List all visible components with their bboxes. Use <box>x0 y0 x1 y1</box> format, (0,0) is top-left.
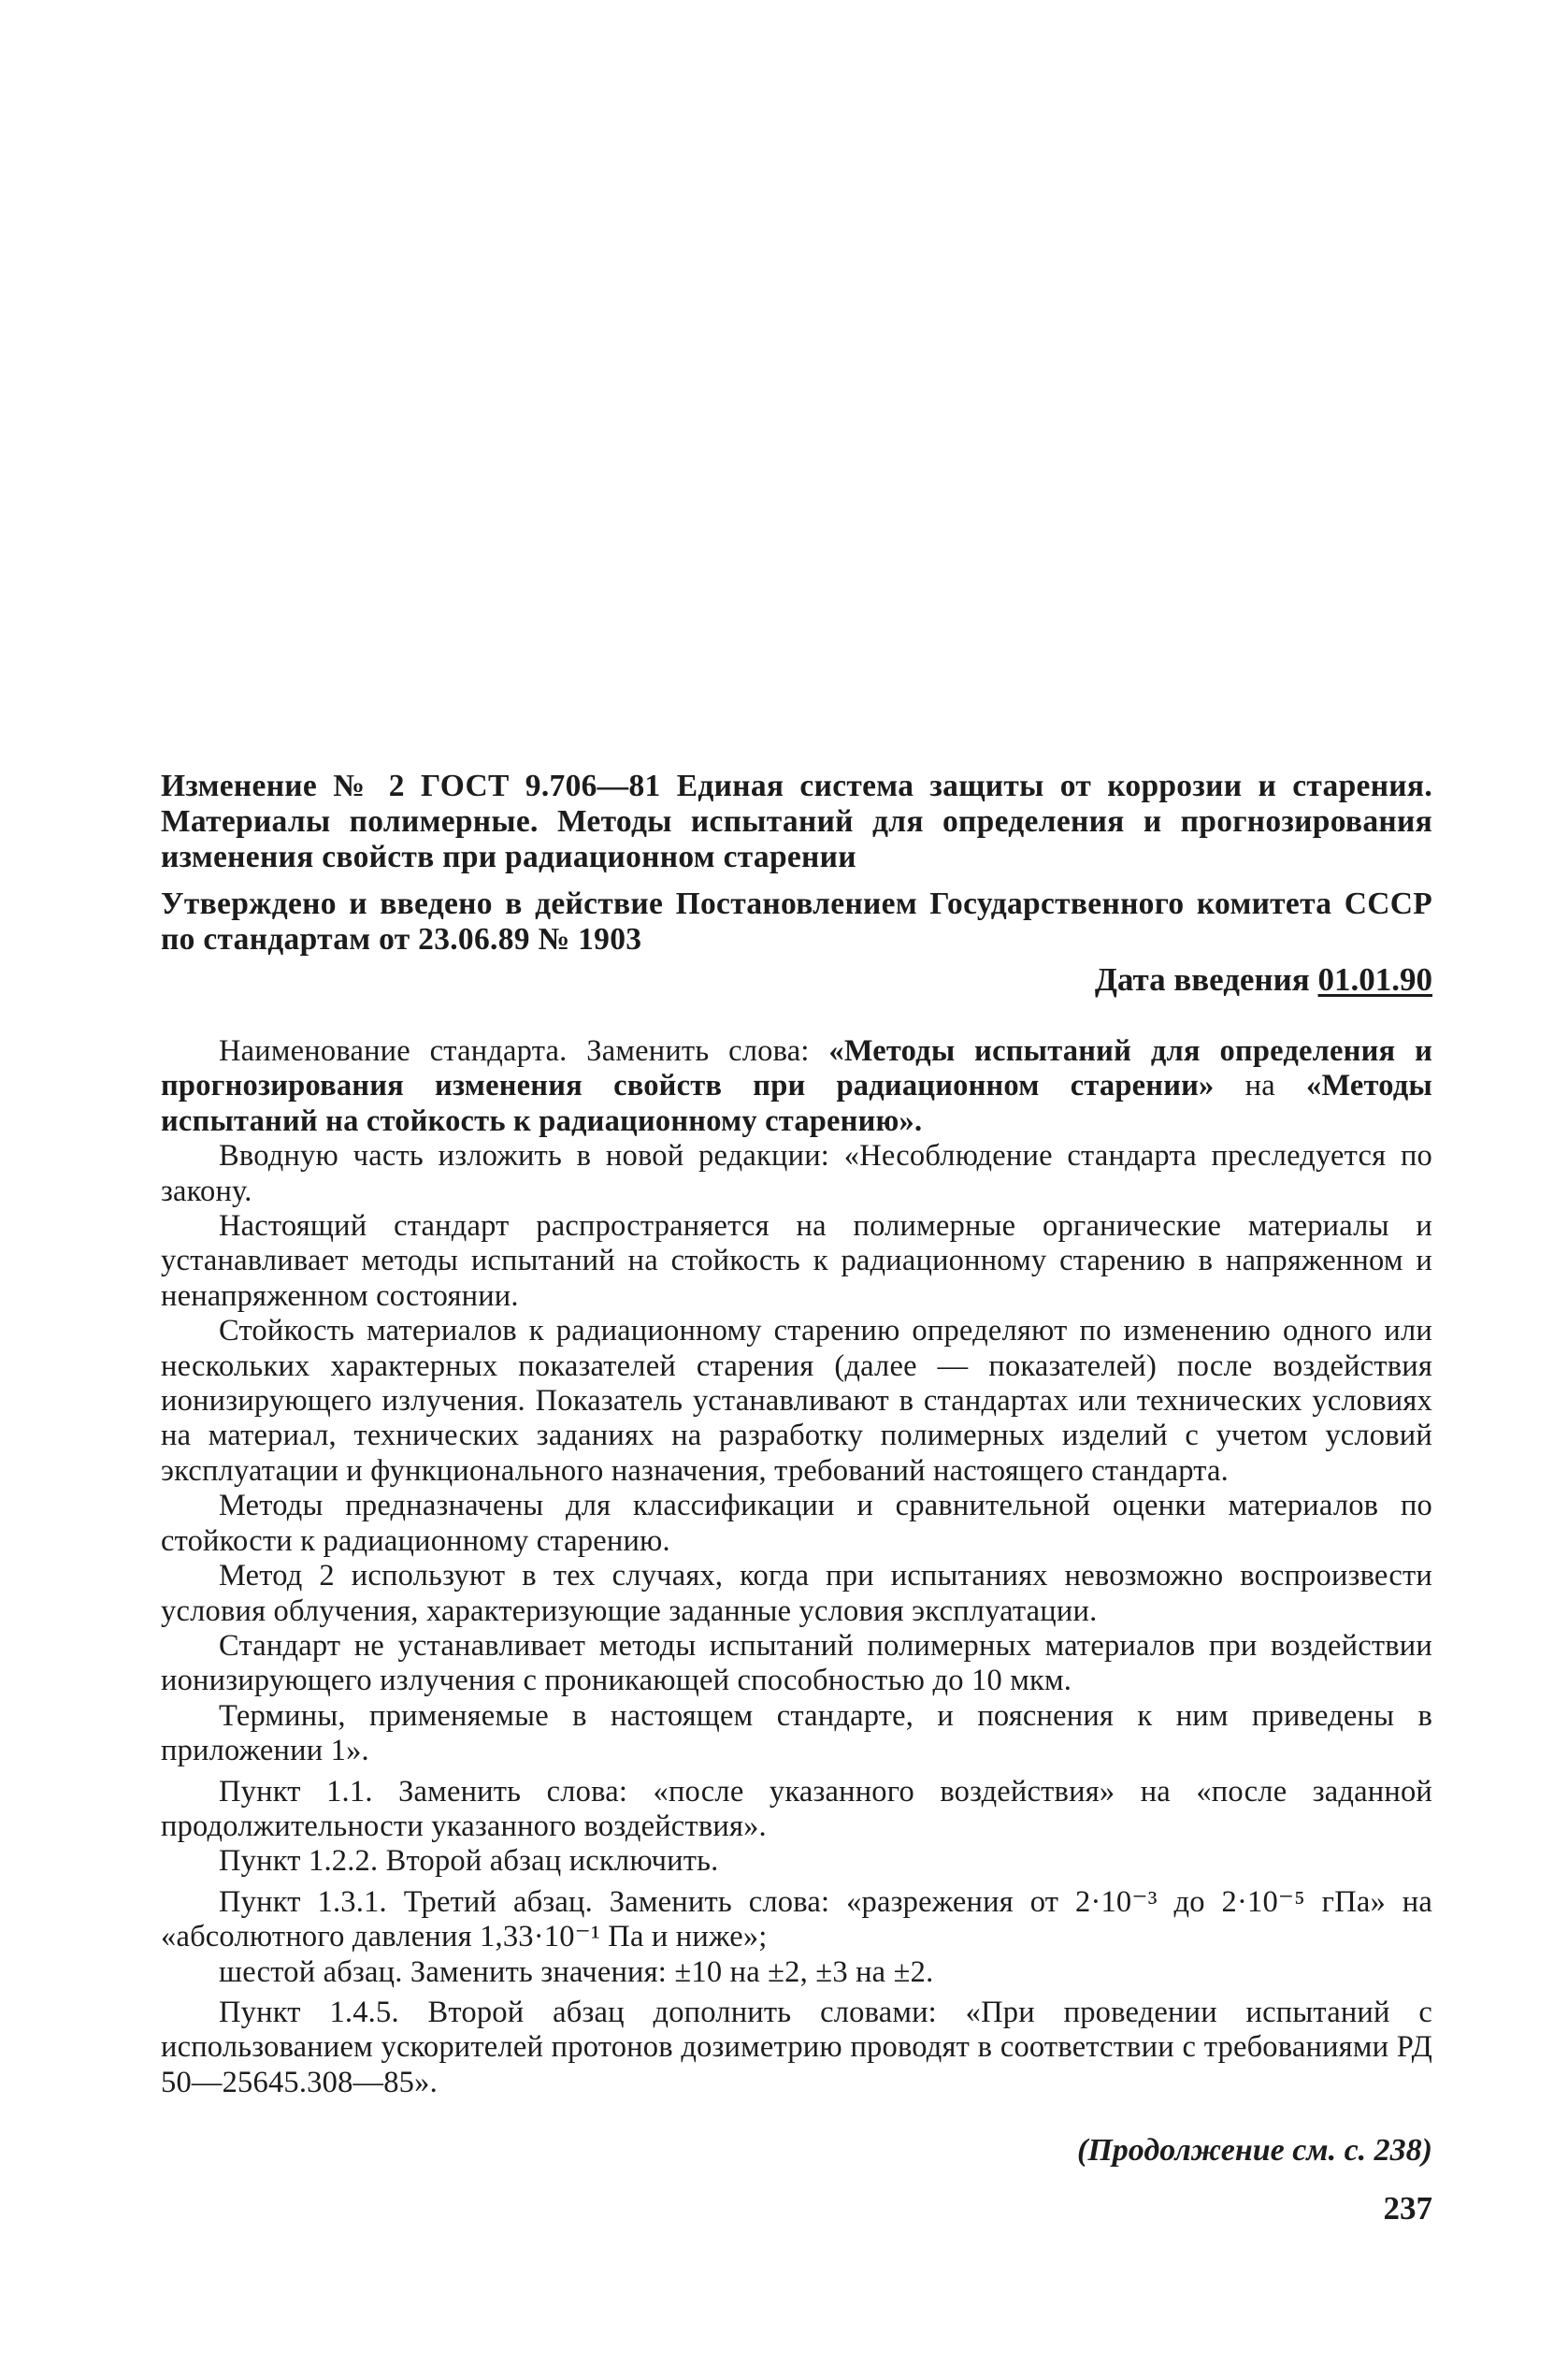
approval-statement: Утверждено и введено в действие Постановлением Государственного комитета СССР по стандартам от 23.06.89 № 1903 <box>161 886 1432 957</box>
paragraph-exclusion: Стандарт не устанавливает методы испытаний полимерных материалов при воздействии ионизирующего излучения с проникающей способностью до 10 мкм. <box>161 1628 1432 1698</box>
paragraph-title-change: Наименование стандарта. Заменить слова: «Методы испытаний для определения и прогнозирования изменения свойств при радиационном старении» на «Методы испытаний на стойкость к радиационному старению». <box>161 1034 1432 1138</box>
effective-date-label: Дата введения <box>1094 961 1310 998</box>
paragraph-terms: Термины, применяемые в настоящем стандарте, и пояснения к ним приведены в приложении 1». <box>161 1698 1432 1768</box>
effective-date <box>161 961 1432 999</box>
paragraph-item-1-4-5: Пункт 1.4.5. Второй абзац дополнить словами: «При проведении испытаний с использованием ускорителей протонов дозиметрию проводят в соответствии с требованиями РД 50—25645.308—85». <box>161 1995 1432 2099</box>
paragraph-item-1-1: Пункт 1.1. Заменить слова: «после указанного воздействия» на «после заданной продолжительности указанного воздействия». <box>161 1774 1432 1843</box>
effective-date-value: 01.01.90 <box>1317 961 1432 998</box>
amendment-heading: Изменение № 2 ГОСТ 9.706—81 Единая система защиты от коррозии и старения. Материалы полимерные. Методы испытаний для определения и прогнозирования изменения свойств при радиационном старении <box>161 769 1432 874</box>
paragraph-resistance: Стойкость материалов к радиационному старению определяют по изменению одного или нескольких характерных показателей старения (далее — показателей) после воздействия ионизирующего излучения. Показатель устанавливают в стандартах или технических условиях на материал, технических заданиях на разработку полимерных изделий с учетом условий эксплуатации и функционального назначения, требований настоящего стандарта. <box>161 1314 1432 1488</box>
paragraph-intro: Вводную часть изложить в новой редакции: «Несоблюдение стандарта преследуется по закону. <box>161 1139 1432 1208</box>
paragraph-sixth-abzac: шестой абзац. Заменить значения: ±10 на ±2, ±3 на ±2. <box>219 1954 934 1989</box>
continuation-note: (Продолжение см. с. 238) <box>1077 2133 1432 2169</box>
document-page <box>161 769 1432 2227</box>
paragraph-methods: Методы предназначены для классификации и сравнительной оценки материалов по стойкости к радиационному старению. <box>161 1489 1432 1558</box>
page-number: 237 <box>1383 2190 1432 2227</box>
amendment-body <box>161 1034 1432 2100</box>
paragraph-item-1-3-1: Пункт 1.3.1. Третий абзац. Заменить слова: «разрежения от 2·10⁻³ до 2·10⁻⁵ гПа» на «абсолютного давления 1,33·10⁻¹ Па и ниже»; <box>161 1884 1432 1954</box>
paragraph-method-2: Метод 2 используют в тех случаях, когда при испытаниях невозможно воспроизвести условия облучения, характеризующие заданные условия эксплуатации. <box>161 1559 1432 1628</box>
paragraph-scope: Настоящий стандарт распространяется на полимерные органические материалы и устанавливает методы испытаний на стойкость к радиационному старению в напряженном и ненапряженном состоянии. <box>161 1209 1432 1313</box>
paragraph-item-1-2-2: Пункт 1.2.2. Второй абзац исключить. <box>219 1844 719 1879</box>
